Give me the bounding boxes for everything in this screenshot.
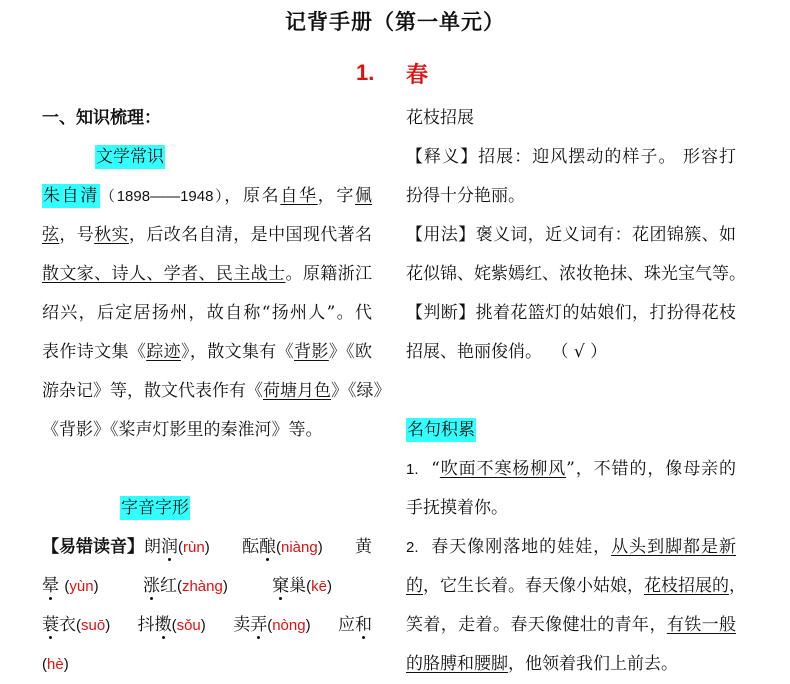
literary-line-4: 绍兴，后定居扬州，故自称“扬州人”。代 [42,303,372,323]
pinyin: rùn [183,539,205,556]
lesson-heading [0,58,790,90]
phonetics-label: 字音字形 [121,498,189,518]
quote2-key-phrase: 有铁一般 [666,615,737,635]
quote2-line-3 [406,606,736,645]
prose-collection: 背影 [294,342,329,362]
emphasized-char: 酿 [258,537,276,557]
pinyin-word [144,537,210,557]
error-prone-tag: 【易错读音】 [42,537,144,557]
quote2-key-phrase: 的 [406,576,423,596]
text: 》，散文集有《 [180,342,295,362]
text: 。原籍浙江 [285,264,373,284]
word-char: 黄 [354,537,372,557]
literary-label: 文学常识 [96,147,164,167]
text: ，字 [317,186,356,206]
pinyin-row-4 [42,645,372,684]
quote2-number: 2. [406,539,419,556]
pinyin-word [42,606,110,645]
emphasized-char: 和 [354,615,372,635]
text: 游杂记》等，散文代表作有《 [42,381,263,401]
pinyin: hè [47,656,64,673]
text: ，号 [59,225,95,245]
emphasized-char: 弄 [250,615,268,635]
word-char: 巢 [289,576,307,596]
pinyin-word [143,567,228,606]
paren: ) [204,539,210,556]
text: 表作诗文集《 [42,342,147,362]
text: 挑着花篮灯的姑娘们，打扮得花枝 [475,303,737,323]
text: ，原名 [224,186,281,206]
pinyin-word [272,567,332,606]
phonetics-label-line [42,489,372,528]
literary-line-6 [42,372,391,411]
text: ，后改名自清，是中国现代著名 [128,225,373,245]
meaning-line-1 [406,138,736,177]
idiom-title: 花枝招展 [406,108,474,128]
left-column [42,99,391,684]
text: 》《欧 [328,342,373,362]
text: 春天像刚落地的娃娃， [431,537,612,557]
quote2-key-phrase: 的胳膊和腰脚 [406,654,508,674]
representative-prose: 荷塘月色 [263,381,331,401]
paren: ) [105,617,111,634]
author-name: 朱自清 [43,186,100,206]
literary-line-7: 《背影》《桨声灯影里的秦淮河》等。 [42,420,323,440]
meaning-line-2: 扮得十分艳丽。 [406,186,525,206]
judge-answer: （ √ ） [560,342,608,362]
quote2-key-phrase: 花枝招展的 [644,576,729,596]
quotes-label-line [406,411,736,450]
literary-line-1 [42,177,372,216]
pinyin: sǒu [176,617,201,634]
text: ”，不错的，像母亲的 [566,459,737,479]
quotes-label: 名句积累 [407,420,475,440]
emphasized-char: 润 [161,537,178,557]
word-char: 卖 [233,615,251,635]
quote1-line-2: 手抚摸着你。 [406,498,508,518]
usage-line-2: 花似锦、姹紫嫣红、浓妆艳抹、珠光宝气等。 [406,264,746,284]
pinyin: nòng [272,617,306,634]
pinyin: kē [311,578,327,595]
lesson-number: 1. [356,60,375,85]
meaning-tag: 【释义】 [406,147,479,167]
text: ， [729,576,746,596]
pinyin-word-end [42,567,99,606]
paren: ( [42,656,47,673]
pinyin-word [138,606,206,645]
usage-tag: 【用法】 [406,225,476,245]
text: 笑着，走着。春天像健壮的青年， [406,615,667,635]
pinyin: suō [81,617,106,634]
paren: ( [306,578,312,595]
page-title: 记背手册（第一单元） [285,9,505,34]
original-name: 自华 [280,186,318,206]
paren: ) [93,578,99,595]
emphasized-char: 蓑 [42,615,59,635]
literary-line-3 [42,255,372,294]
paren: ( [178,539,183,556]
author-years: （1898——1948） [100,188,225,205]
pinyin-word-start [355,528,372,567]
paren: ) [305,617,311,634]
quote1-number: 1. [406,461,419,478]
text: “ [431,459,440,479]
usage-line-1 [406,216,736,255]
spacer [42,450,372,489]
paren: ) [317,539,323,556]
word-char: 抖 [137,615,155,635]
pinyin: zhàng [181,578,223,595]
paren: ( [267,617,273,634]
quote1-line-1 [406,450,736,489]
courtesy-name-part2: 弦 [42,225,60,245]
judge-tag: 【判断】 [406,303,476,323]
literary-label-line [42,138,372,177]
judge-line-1 [406,294,736,333]
quote2-line-4 [406,645,736,684]
emphasized-char: 涨 [142,576,160,596]
paren: ( [176,578,182,595]
pinyin-word [233,606,310,645]
literary-line-2 [42,216,372,255]
art-name: 秋实 [94,225,129,245]
pinyin-word-start [338,606,372,645]
text: ，它生长着。春天像小姑娘， [423,576,644,596]
courtesy-name-part1: 佩 [355,186,373,206]
word-char: 酝 [241,537,259,557]
word-char: 红 [159,576,177,596]
text: ，他领着我们上前去。 [508,654,678,674]
author-identity: 散文家、诗人、学者、民主战士 [42,264,286,284]
quote2-line-2 [406,567,746,606]
pinyin-word-end [42,654,69,674]
word-char: 朗 [144,537,161,557]
poetry-collection: 踪迹 [146,342,181,362]
literary-line-5 [42,333,372,372]
paren: ) [200,617,206,634]
paren: ) [327,578,332,595]
pinyin: yùn [69,578,94,595]
paren: ( [64,578,70,595]
text: 》《绿》 [331,381,391,401]
lesson-name: 春 [406,62,429,88]
spacer [406,372,736,411]
pinyin-word [242,528,323,567]
word-char: 衣 [59,615,76,635]
section-heading: 一、知识梳理： [42,108,161,128]
paren: ( [171,617,177,634]
right-column [406,99,746,684]
pinyin-group [42,528,210,567]
paren: ) [222,578,228,595]
pinyin-row-2 [42,567,372,606]
text: 招展：迎风摆动的样子。 形容打 [478,147,737,167]
pinyin: niàng [280,539,318,556]
word-char: 应 [337,615,355,635]
paren: ( [76,617,81,634]
quote2-key-phrase: 从头到脚都是新 [611,537,737,557]
judge-line-2 [406,333,736,372]
quote2-line-1 [406,528,736,567]
emphasized-char: 晕 [42,576,59,596]
quote1-key-phrase: 吹面不寒杨柳风 [439,459,567,479]
pinyin-row-3 [42,606,372,645]
paren: ) [63,656,69,673]
pinyin-row-1 [42,528,372,567]
text: 褒义词，近义词有：花团锦簇、如 [475,225,737,245]
emphasized-char: 窠 [272,576,290,596]
paren: ( [275,539,281,556]
text: 招展、艳丽俊俏。 [406,342,542,362]
emphasized-char: 擞 [154,615,172,635]
